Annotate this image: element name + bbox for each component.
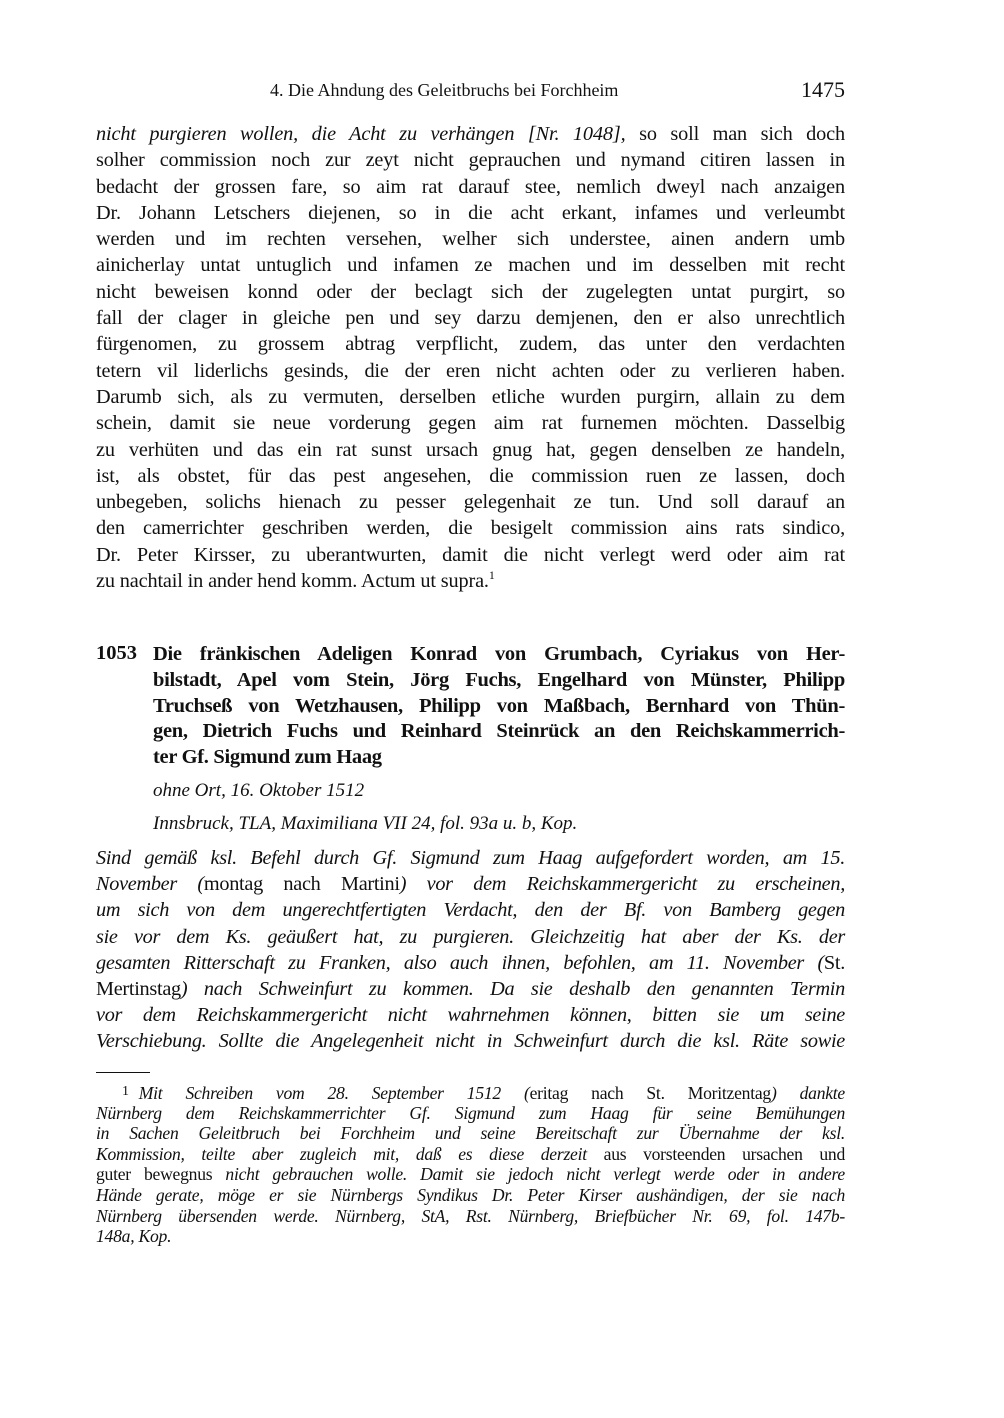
- document-heading: [153, 642, 845, 771]
- text-segment: unbegeben, solichs hienach zu pesser gelegenhait ze tun. Und soll darauf an: [96, 491, 845, 514]
- text-line: [96, 1082, 845, 1103]
- text-line: [96, 226, 845, 252]
- text-line: [96, 358, 845, 384]
- text-segment: tetern vil liderlichs gesinds, die der eren nicht achten oder zu verlieren haben.: [96, 359, 845, 382]
- italic-text: vor dem Reichskammergericht nicht wahrnehmen können, bitten sie um seine: [96, 1004, 845, 1027]
- italic-text: gesamten Ritterschaft zu Franken, also auch ihnen, befohlen, am 11. November (: [96, 951, 824, 974]
- text-segment: solher commission noch zur zeyt nicht geprauchen und nymand citiren lassen in: [96, 149, 845, 172]
- footnote-reference: 1: [488, 568, 495, 583]
- text-segment: zu nachtail in ander hend komm. Actum ut supra.: [96, 570, 489, 593]
- footnote-mark: 1: [122, 1084, 129, 1099]
- text-line: [96, 463, 845, 489]
- text-segment: fürgenomen, zu grossem abtrag verpflicht, zudem, das unter den verdachten: [96, 333, 845, 356]
- text-line: [96, 1185, 845, 1206]
- heading-line: bilstadt, Apel vom Stein, Jörg Fuchs, Engelhard von Münster, Philipp: [153, 668, 845, 691]
- text-segment: Mertinstag: [96, 977, 181, 1000]
- italic-text: in Sachen Geleitbruch bei Forchheim und seine Bereitschaft zur Übernahme der ksl.: [96, 1123, 845, 1144]
- italic-text: Hände gerate, möge er sie Nürnbergs Syndikus Dr. Peter Kirser aushändigen, der sie nach: [96, 1184, 845, 1205]
- italic-text: November (: [96, 873, 204, 896]
- text-segment: werden und im rechten versehen, welher sich understee, ainen andern umb: [96, 228, 845, 251]
- text-line: [96, 1144, 845, 1165]
- text-segment: guter bewegnus: [96, 1164, 226, 1185]
- text-line: [96, 924, 845, 950]
- text-line: [96, 845, 845, 871]
- text-line: [96, 121, 845, 147]
- document-number: 1053: [96, 642, 137, 664]
- text-line: [96, 568, 845, 594]
- italic-text: Nürnberg übersenden werde. Nürnberg, StA, Rst. Nürnberg, Briefbücher Nr. 69, fol. 147b-: [96, 1205, 845, 1226]
- text-line: [96, 515, 845, 541]
- text-line: [96, 200, 845, 226]
- text-line: [96, 147, 845, 173]
- text-segment: Dr. Johann Letschers diejenen, so in die acht erkant, infames und verleumbt: [96, 201, 845, 224]
- text-line: [96, 1028, 845, 1054]
- text-line: [96, 489, 845, 515]
- footnote-1: [96, 1082, 845, 1247]
- text-segment: ist, als obstet, für das pest angesehen, die commission ruen ze lassen, doch: [96, 464, 845, 487]
- italic-text: ) nach Schweinfurt zu kommen. Da sie deshalb den genannten Termin: [180, 977, 845, 1000]
- text-line: [96, 331, 845, 357]
- text-line: [96, 410, 845, 436]
- text-line: [96, 1123, 845, 1144]
- running-title: 4. Die Ahndung des Geleitbruchs bei Forchheim: [270, 80, 619, 100]
- italic-text: nicht gebrauchen wolle. Damit sie jedoch nicht verlegt werde oder in andere: [225, 1164, 845, 1185]
- text-segment: zu verhüten und das ein rat sunst ursach gnug hat, gegen denselben ze handeln,: [96, 438, 845, 461]
- text-segment: eritag nach St. Moritzentag: [529, 1083, 771, 1103]
- document-summary: [96, 845, 845, 1055]
- text-line: [96, 871, 845, 897]
- text-line: [96, 384, 845, 410]
- text-segment: bedacht der grossen fare, so aim rat darauf stee, nemlich dweyl nach anzaigen: [96, 175, 845, 198]
- text-line: [96, 1206, 845, 1227]
- text-line: [96, 542, 845, 568]
- italic-text: nicht purgieren wollen, die Acht zu verhängen [Nr. 1048],: [96, 123, 626, 145]
- italic-text: 148a, Kop.: [96, 1226, 172, 1247]
- body-paragraph: [96, 121, 845, 594]
- italic-text: ) vor dem Reichskammergericht zu erscheinen,: [399, 873, 845, 896]
- italic-text: Nürnberg dem Reichskammerrichter Gf. Sigmund zum Haag für seine Bemühungen: [96, 1102, 845, 1123]
- text-segment: den camerrichter geschriben werden, die besigelt commission ains rats sindico,: [96, 517, 845, 540]
- italic-text: sie vor dem Ks. geäußert hat, zu purgieren. Gleichzeitig hat aber der Ks. der: [96, 925, 845, 948]
- text-line: [96, 279, 845, 305]
- text-segment: fall der clager in gleiche pen und sey darzu demjenen, den er also unrechtlich: [96, 307, 845, 330]
- text-segment: schein, damit sie neue vorderung gegen aim rat furnemen möchten. Dasselbig: [96, 412, 845, 435]
- text-line: [96, 305, 845, 331]
- text-line: [96, 252, 845, 278]
- heading-line: gen, Dietrich Fuchs und Reinhard Steinrück an den Reichskammerrich-: [153, 720, 845, 743]
- document-date: ohne Ort, 16. Oktober 1512: [153, 780, 365, 801]
- text-segment: Dr. Peter Kirsser, zu uberantwurten, damit die nicht verlegt werd oder aim rat: [96, 543, 845, 566]
- text-segment: aus vorsteenden ursachen und: [586, 1143, 845, 1164]
- text-line: [96, 1103, 845, 1124]
- italic-text: ) dankte: [770, 1083, 845, 1103]
- text-segment: nicht beweisen konnd oder der beclagt sich der zugelegten untat purgirt, so: [96, 280, 845, 303]
- heading-line: Die fränkischen Adeligen Konrad von Grumbach, Cyriakus von Her-: [153, 643, 845, 665]
- heading-line: ter Gf. Sigmund zum Haag: [153, 746, 382, 769]
- text-line: [96, 1164, 845, 1185]
- footnote-rule: [96, 1072, 150, 1073]
- italic-text: Sind gemäß ksl. Befehl durch Gf. Sigmund zum Haag aufgefordert worden, am 15.: [96, 847, 845, 869]
- italic-text: Mit Schreiben vom 28. September 1512 (: [138, 1083, 530, 1103]
- italic-text: Verschiebung. Sollte die Angelegenheit nicht in Schweinfurt durch die ksl. Räte sowie: [96, 1030, 845, 1053]
- text-line: [96, 1002, 845, 1028]
- page-number: 1475: [801, 77, 845, 102]
- document-source: Innsbruck, TLA, Maximiliana VII 24, fol. 93a u. b, Kop.: [153, 813, 578, 834]
- text-line: [96, 897, 845, 923]
- text-segment: montag nach Martini: [203, 873, 400, 896]
- text-segment: St.: [823, 951, 845, 974]
- text-segment: Darumb sich, als zu vermuten, derselben etliche wurden purgirn, allain zu dem: [96, 385, 845, 408]
- heading-line: Truchseß von Wetzhausen, Philipp von Maßbach, Bernhard von Thün-: [153, 694, 845, 717]
- italic-text: um sich von dem ungerechtfertigten Verdacht, den der Bf. von Bamberg gegen: [96, 899, 845, 922]
- text-segment: ainicherlay untat untuglich und infamen ze machen und im desselben mit recht: [96, 254, 845, 277]
- italic-text: Kommission, teilte aber zugleich mit, daß es diese derzeit: [96, 1143, 587, 1164]
- text-line: [96, 174, 845, 200]
- text-line: [96, 437, 845, 463]
- text-line: [96, 1226, 845, 1247]
- text-segment: so soll man sich doch: [625, 123, 845, 145]
- text-line: [96, 976, 845, 1002]
- text-line: [96, 950, 845, 976]
